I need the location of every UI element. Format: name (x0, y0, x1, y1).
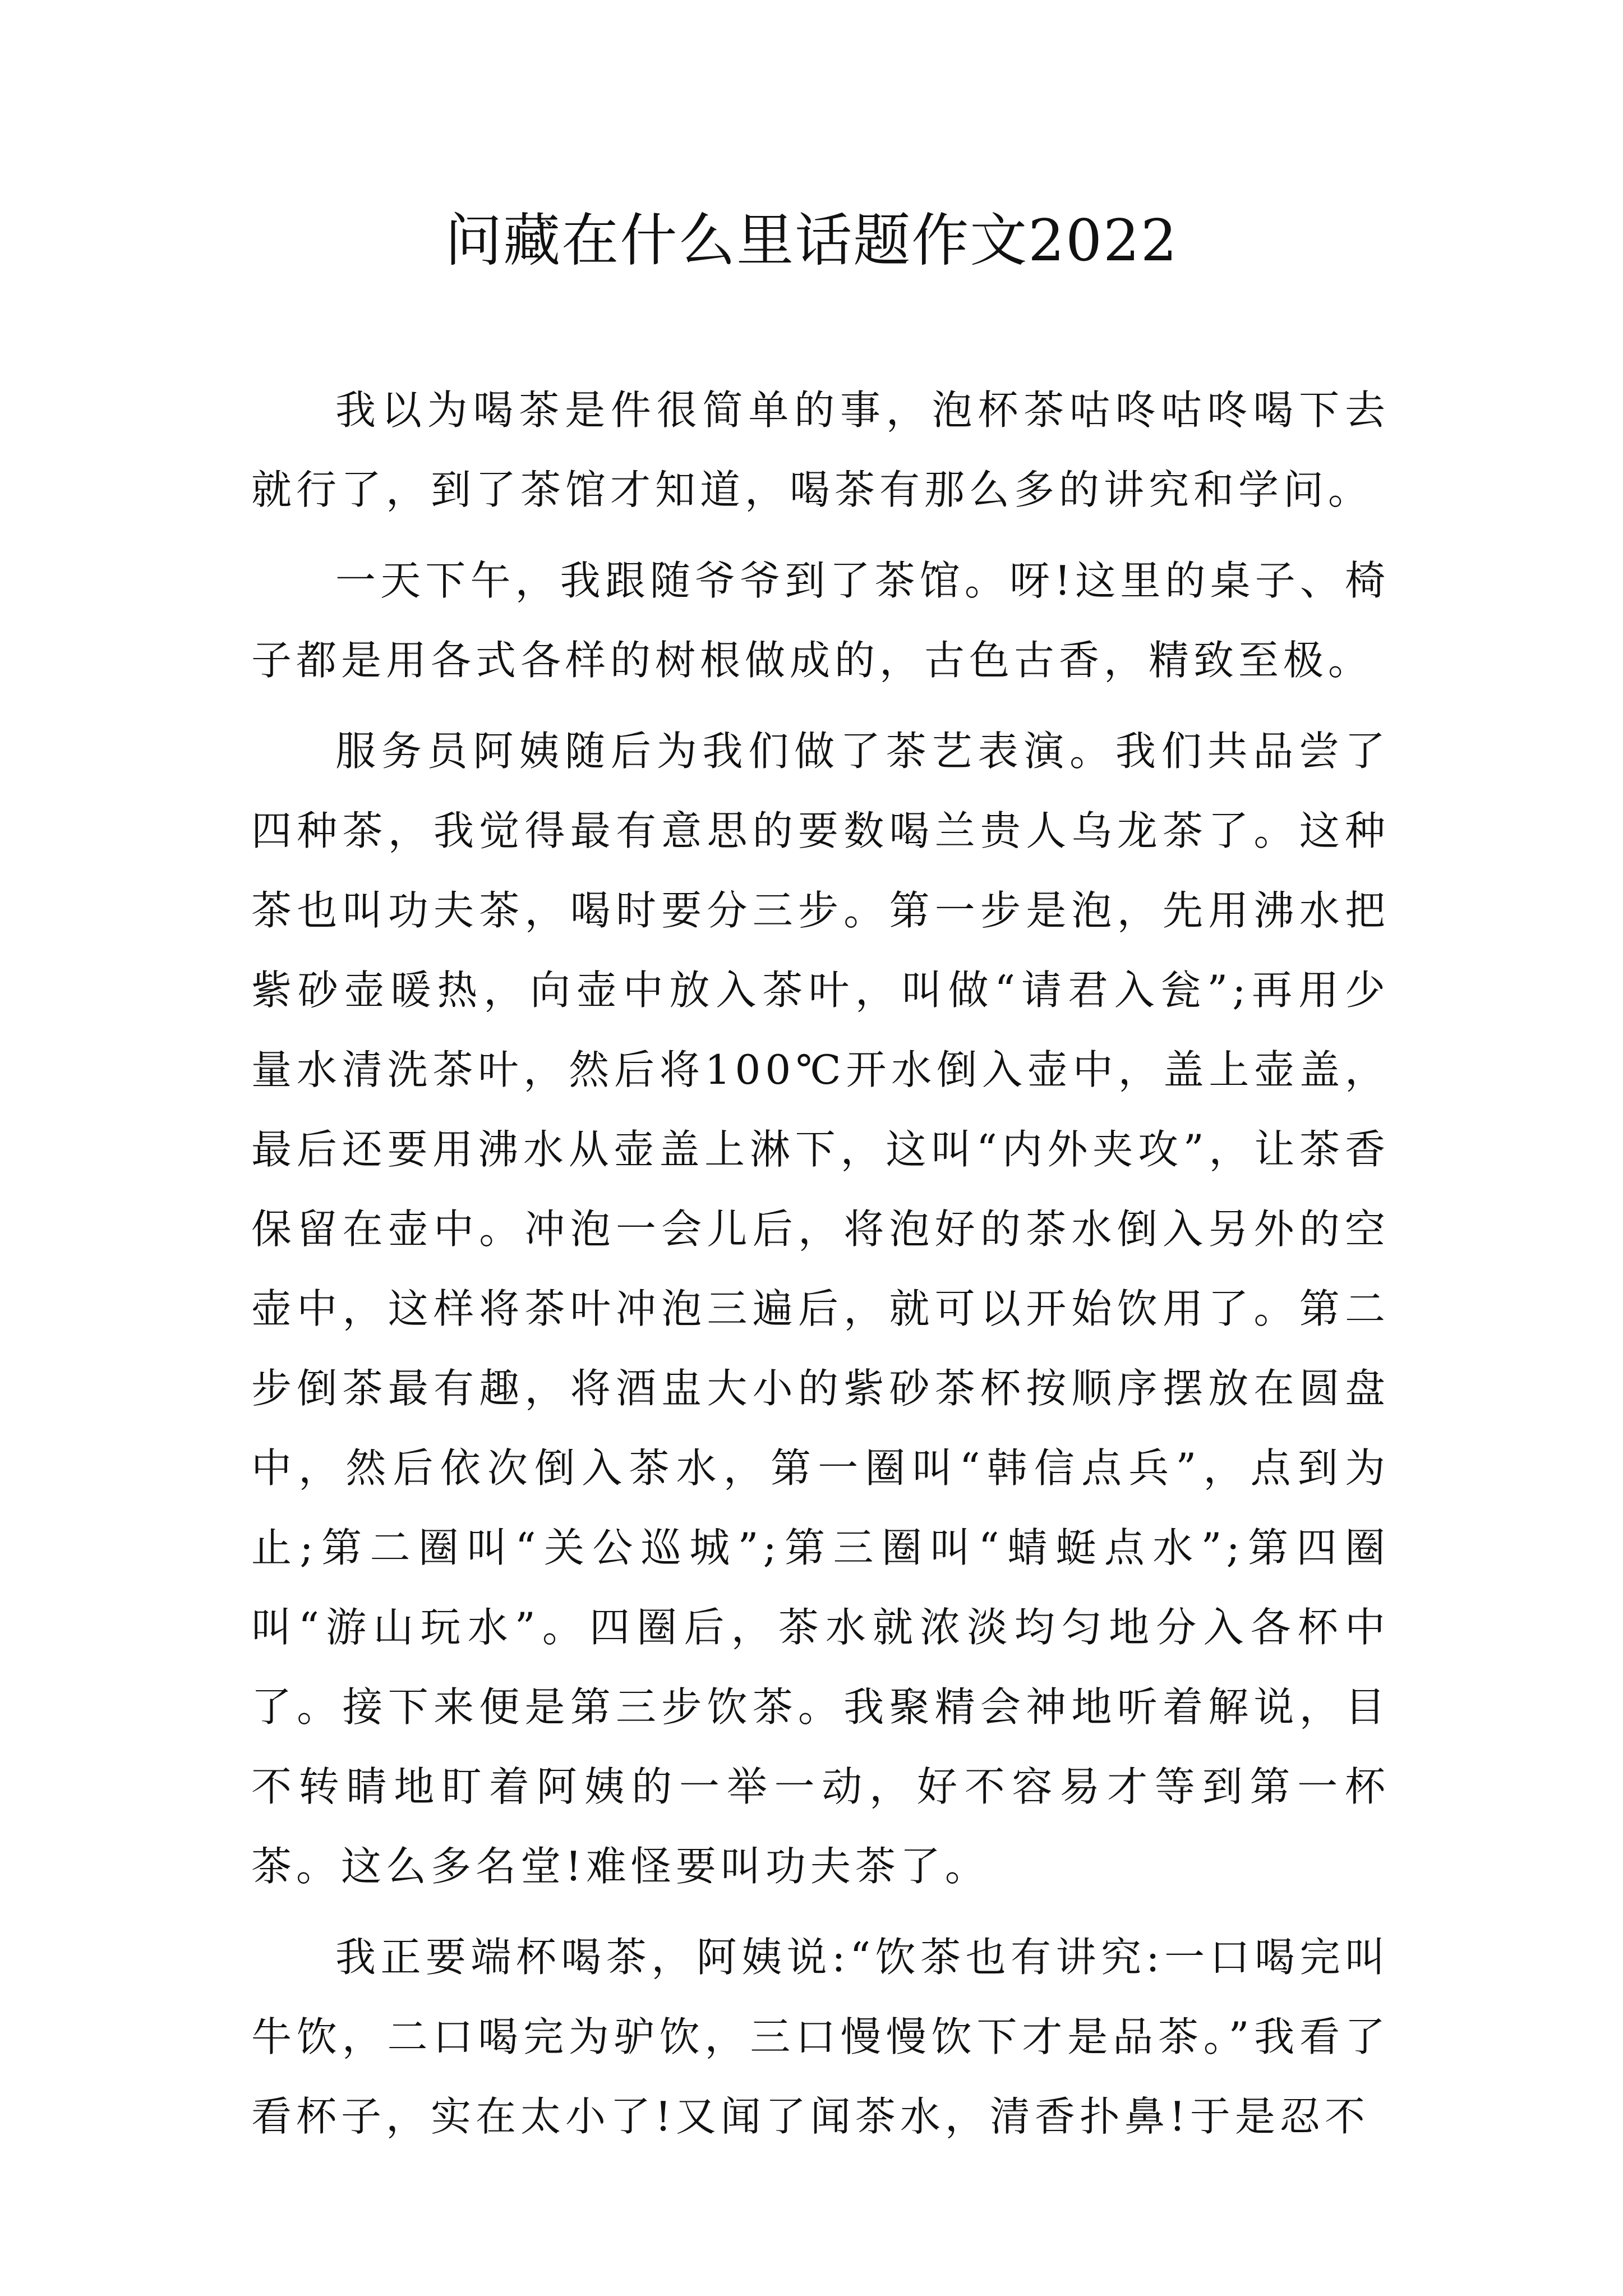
paragraph-2: 一天下午，我跟随爷爷到了茶馆。呀!这里的桌子、椅子都是用各式各样的树根做成的，古色古香，精致至极。 (251, 557, 1390, 684)
paragraph-1: 我以为喝茶是件很简单的事，泡杯茶咕咚咕咚喝下去就行了，到了茶馆才知道，喝茶有那么多的讲究和学问。 (251, 386, 1390, 513)
paragraph-4: 我正要端杯喝茶，阿姨说:“饮茶也有讲究:一口喝完叫牛饮，二口喝完为驴饮，三口慢慢饮下才是品茶。”我看了看杯子，实在太小了!又闻了闻茶水，清香扑鼻!于是忍不 (251, 1934, 1390, 2140)
paragraph-3: 服务员阿姨随后为我们做了茶艺表演。我们共品尝了四种茶，我觉得最有意思的要数喝兰贵人乌龙茶了。这种茶也叫功夫茶，喝时要分三步。第一步是泡，先用沸水把紫砂壶暖热，向壶中放入茶叶，叫做“请君入瓮”;再用少量水清洗茶叶，然后将100℃开水倒入壶中，盖上壶盖，最后还要用沸水从壶盖上淋下，这叫“内外夹攻”，让茶香保留在壶中。冲泡一会儿后，将泡好的茶水倒入另外的空壶中，这样将茶叶冲泡三遍后，就可以开始饮用了。第二步倒茶最有趣，将酒盅大小的紫砂茶杯按顺序摆放在圆盘中，然后依次倒入茶水，第一圈叫“韩信点兵”，点到为止;第二圈叫“关公巡城”;第三圈叫“蜻蜓点水”;第四圈叫“游山玩水”。四圈后，茶水就浓淡均匀地分入各杯中了。接下来便是第三步饮茶。我聚精会神地听着解说，目不转睛地盯着阿姨的一举一动，好不容易才等到第一杯茶。这么多名堂!难怪要叫功夫茶了。 (251, 728, 1390, 1890)
document-body (251, 370, 1390, 2168)
document-title: 问藏在什么里话题作文2022 (445, 208, 1178, 274)
